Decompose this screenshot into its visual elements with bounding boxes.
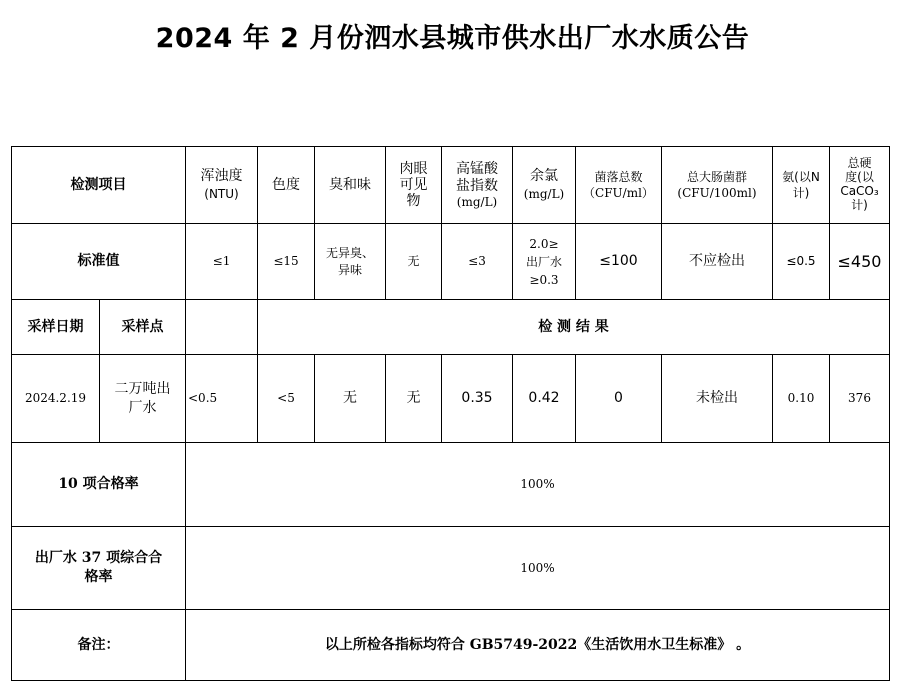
- standard-value: ≤15: [273, 254, 299, 269]
- standard-colony-count: [576, 224, 662, 300]
- header-text: 肉眼: [399, 160, 428, 177]
- pass-rate-37-label: 出厂水 37 项综合合: [34, 550, 163, 567]
- result-value: 无: [343, 390, 357, 407]
- standard-value: 2.0≥: [529, 236, 559, 251]
- header-turbidity: [186, 147, 258, 224]
- item-label-cell: [12, 147, 186, 224]
- sampling-point-label: 采样点: [121, 318, 164, 335]
- header-text: 可见: [399, 176, 428, 193]
- header-unit: (CFU/100ml): [677, 186, 757, 200]
- header-ammonia: [773, 147, 830, 224]
- header-visible-matter: [386, 147, 442, 224]
- header-permanganate: [442, 147, 513, 224]
- header-text: 物: [406, 193, 421, 210]
- result-value: 376: [848, 391, 871, 406]
- header-text: 计): [792, 186, 810, 200]
- standard-coliform: [662, 224, 773, 300]
- header-text: 浑浊度: [200, 168, 243, 185]
- standard-ammonia: [773, 224, 830, 300]
- standard-row: [12, 224, 890, 300]
- result-date-text: 2024.2.19: [24, 391, 87, 406]
- header-row: [12, 147, 890, 224]
- result-visible-matter: [386, 355, 442, 443]
- result-value: 0.42: [528, 390, 560, 407]
- remark-text: 以上所检各指标均符合 GB5749-2022《生活饮用水卫生标准》 。: [324, 636, 751, 653]
- header-text: 臭和味: [329, 176, 371, 193]
- header-colony-count: [576, 147, 662, 224]
- sampling-date-label-cell: [12, 300, 100, 355]
- header-unit: (mg/L): [456, 194, 498, 209]
- standard-value: ≤3: [468, 254, 486, 269]
- header-unit: （CFU/ml）: [583, 186, 654, 200]
- pass-rate-37-label-cell: [12, 527, 186, 610]
- pass-rate-10-label: 10 项合格率: [58, 476, 139, 493]
- standard-chlorine: [513, 224, 576, 300]
- result-point-text: 厂水: [128, 399, 157, 416]
- header-text: 高锰酸: [456, 161, 498, 177]
- header-chlorine: [513, 147, 576, 224]
- result-color: [258, 355, 315, 443]
- header-text: 计): [851, 197, 868, 212]
- result-value: 0: [614, 390, 623, 407]
- result-turbidity: [186, 355, 258, 443]
- header-text: 氨(以N: [782, 169, 820, 184]
- standard-turbidity: [186, 224, 258, 300]
- header-unit: (mg/L): [523, 187, 565, 202]
- header-text: 盐指数: [456, 177, 498, 194]
- blank-cell: [186, 300, 258, 355]
- remark-label-cell: [12, 610, 186, 681]
- standard-value: 无异臭、: [325, 246, 374, 261]
- pass-rate-37-value: 100%: [520, 560, 555, 575]
- standard-visible-matter: [386, 224, 442, 300]
- pass-rate-37-value-cell: [186, 527, 890, 610]
- standard-odor: [315, 224, 386, 300]
- sampling-header-row: [12, 300, 890, 355]
- remark-text-cell: [186, 610, 890, 681]
- item-label: 检测项目: [70, 176, 127, 193]
- header-text: 总大肠菌群: [686, 169, 747, 184]
- result-point-text: 二万吨出: [114, 380, 171, 397]
- header-text: 色度: [272, 176, 300, 193]
- result-permanganate: [442, 355, 513, 443]
- standard-label-cell: [12, 224, 186, 300]
- standard-value: 异味: [337, 262, 362, 277]
- remark-row: [12, 610, 890, 681]
- standard-hardness: [830, 224, 890, 300]
- standard-value: ≤450: [837, 251, 882, 271]
- pass-rate-37-row: [12, 527, 890, 610]
- header-text: 菌落总数: [594, 169, 643, 184]
- standard-value: ≤1: [212, 254, 231, 269]
- result-value: 0.35: [461, 390, 493, 407]
- result-value: 未检出: [696, 390, 738, 407]
- header-text: CaCO₃: [840, 184, 879, 198]
- standard-color: [258, 224, 315, 300]
- page-title: 2024 年 2 月份泗水县城市供水出厂水水质公告: [155, 23, 750, 54]
- header-hardness: [830, 147, 890, 224]
- standard-value: ≤0.5: [786, 254, 816, 269]
- standard-value: 无: [407, 254, 420, 269]
- result-hardness: [830, 355, 890, 443]
- result-point: [100, 355, 186, 443]
- result-date: [12, 355, 100, 443]
- result-label: 检 测 结 果: [538, 318, 609, 335]
- pass-rate-37-label: 格率: [84, 569, 113, 585]
- water-quality-table: [11, 146, 890, 681]
- result-label-cell: [258, 300, 890, 355]
- result-ammonia: [773, 355, 830, 443]
- result-row: [12, 355, 890, 443]
- pass-rate-10-label-cell: [12, 443, 186, 527]
- header-odor: [315, 147, 386, 224]
- standard-value: 出厂水: [525, 254, 562, 269]
- result-chlorine: [513, 355, 576, 443]
- header-text: 余氯: [530, 168, 558, 185]
- header-unit: (NTU): [204, 187, 239, 202]
- header-coliform: [662, 147, 773, 224]
- sampling-date-label: 采样日期: [27, 318, 84, 335]
- result-value: <0.5: [188, 391, 218, 406]
- result-colony-count: [576, 355, 662, 443]
- standard-value: ≥0.3: [529, 272, 559, 287]
- standard-value: 不应检出: [689, 253, 745, 270]
- remark-label: 备注：: [77, 636, 120, 653]
- header-text: 总硬: [847, 156, 872, 171]
- header-color: [258, 147, 315, 224]
- pass-rate-10-value: 100%: [520, 477, 555, 492]
- sampling-point-label-cell: [100, 300, 186, 355]
- standard-label: 标准值: [77, 253, 120, 270]
- standard-permanganate: [442, 224, 513, 300]
- result-odor: [315, 355, 386, 443]
- pass-rate-10-row: [12, 443, 890, 527]
- header-text: 度(以: [845, 170, 874, 185]
- result-value: 无: [406, 390, 421, 407]
- result-value: 0.10: [787, 391, 815, 406]
- result-value: <5: [277, 391, 295, 406]
- pass-rate-10-value-cell: [186, 443, 890, 527]
- result-coliform: [662, 355, 773, 443]
- standard-value: ≤100: [599, 253, 638, 270]
